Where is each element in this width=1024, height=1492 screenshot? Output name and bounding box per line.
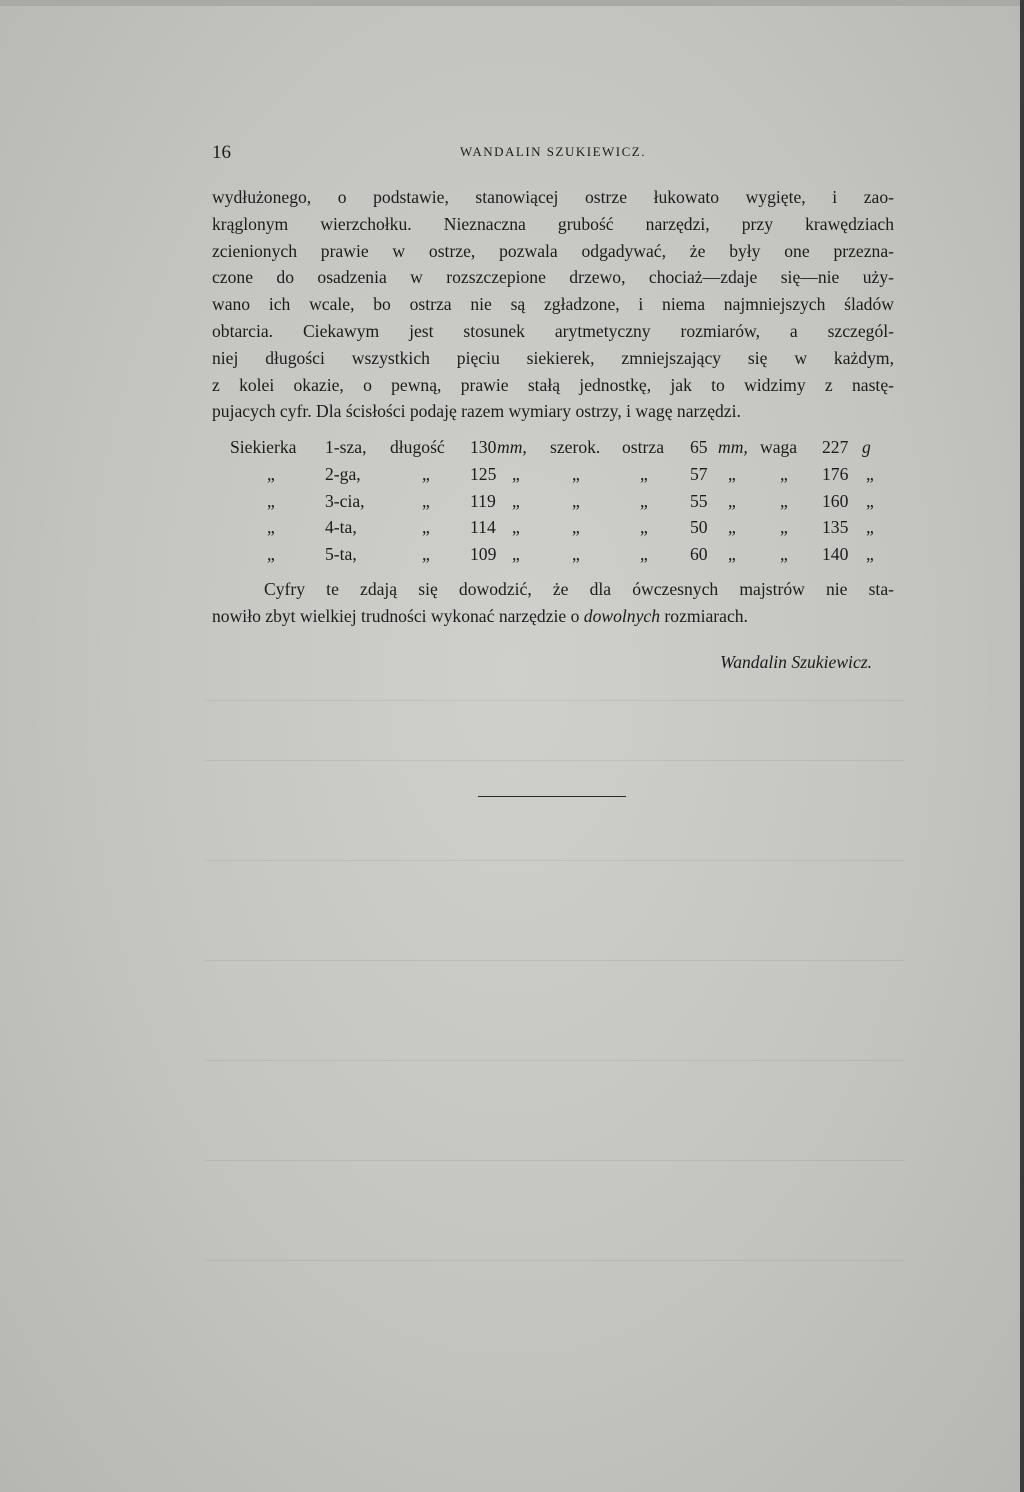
text-run: rozmiarach. [660, 605, 748, 626]
cell-length: 130 [470, 437, 497, 457]
cell-weight: 160 [822, 490, 849, 511]
ditto-mark: „ [422, 463, 430, 484]
bleed-through-line [205, 1160, 905, 1161]
italic-word: dowolnych [583, 605, 661, 626]
ditto-mark: „ [728, 463, 736, 484]
ditto-mark: „ [780, 517, 788, 538]
page-header [212, 142, 894, 164]
cell-weight: 140 [822, 544, 849, 565]
text-line: pujacych cyfr. Dla ścisłości podaję razem wymiary ostrzy, i wagę narzędzi. [212, 401, 741, 422]
text-line: wydłużonego, o podstawie, stanowiącej ostrze łukowato wygięte, i zao- [212, 187, 894, 207]
ditto-mark: „ [640, 544, 648, 565]
measurements-table [212, 434, 894, 568]
section-rule [478, 796, 626, 797]
table-row [212, 461, 894, 488]
text-line: z kolei okazie, o pewną, prawie stałą jednostkę, jak to widzimy z nastę- [212, 374, 894, 395]
text-line: wano ich wcale, bo ostrza nie są zgładzone, i niema najmniejszych śladów [212, 294, 894, 315]
text-line: obtarcia. Ciekawym jest stosunek arytmetyczny rozmiarów, a szczegól- [212, 320, 894, 341]
ditto-mark: „ [267, 517, 275, 538]
cell-ordinal: 2-ga, [325, 463, 361, 484]
table-row [212, 514, 894, 541]
cell-szerok: szerok. [550, 437, 601, 457]
table-row [212, 434, 894, 461]
text-run: nowiło zbyt wielkiej trudności wykonać narzędzie o [212, 605, 584, 626]
text-line: Cyfry te zdają się dowodzić, że dla ówczesnych majstrów nie sta- [264, 579, 894, 599]
ditto-mark: „ [780, 463, 788, 484]
cell-width: 50 [690, 517, 708, 538]
ditto-mark: „ [640, 463, 648, 484]
cell-label: Siekierka [230, 437, 297, 457]
cell-weight: 227 [822, 437, 849, 457]
cell-weight: 176 [822, 463, 849, 484]
cell-length: 119 [470, 490, 496, 511]
ditto-mark: „ [866, 463, 874, 484]
ditto-mark: „ [728, 544, 736, 565]
cell-ordinal: 5-ta, [325, 544, 357, 565]
text-line [212, 603, 894, 630]
ditto-mark: „ [267, 490, 275, 511]
cell-width: 57 [690, 463, 708, 484]
ditto-mark: „ [422, 517, 430, 538]
cell-weight: 135 [822, 517, 849, 538]
running-head: WANDALIN SZUKIEWICZ. [460, 144, 646, 159]
page-top-shadow [0, 0, 1024, 6]
page-number: 16 [212, 142, 231, 163]
paragraph-1 [212, 184, 894, 425]
ditto-mark: „ [866, 544, 874, 565]
text-line: niej długości wszystkich pięciu siekierek, zmniejszający się w każdym, [212, 347, 894, 368]
cell-ostrza: ostrza [622, 437, 665, 457]
ditto-mark: „ [422, 490, 430, 511]
ditto-mark: „ [422, 544, 430, 565]
page-right-edge [1020, 0, 1024, 1492]
text-line: krąglonym wierzchołku. Nieznaczna grubość narzędzi, przy krawędziach [212, 213, 894, 234]
ditto-mark: „ [640, 517, 648, 538]
bleed-through-line [205, 960, 905, 961]
cell-ordinal: 1-sza, [325, 437, 367, 457]
ditto-mark: „ [572, 490, 580, 511]
bleed-through-line [205, 760, 905, 761]
ditto-mark: „ [572, 544, 580, 565]
text-line: zcienionych prawie w ostrze, pozwala odgadywać, że były one przezna- [212, 240, 894, 261]
cell-ordinal: 4-ta, [325, 517, 357, 538]
ditto-mark: „ [572, 517, 580, 538]
bleed-through-line [205, 700, 905, 701]
cell-length: 125 [470, 463, 497, 484]
cell-unit: mm, [718, 437, 748, 457]
cell-width: 60 [690, 544, 708, 565]
table-row [212, 541, 894, 568]
ditto-mark: „ [866, 490, 874, 511]
author-signature: Wandalin Szukiewicz. [720, 652, 872, 672]
ditto-mark: „ [512, 463, 520, 484]
cell-width: 55 [690, 490, 708, 511]
ditto-mark: „ [267, 544, 275, 565]
cell-waga: waga [760, 437, 798, 457]
cell-width: 65 [690, 437, 708, 457]
ditto-mark: „ [780, 490, 788, 511]
ditto-mark: „ [780, 544, 788, 565]
ditto-mark: „ [512, 544, 520, 565]
cell-ordinal: 3-cia, [325, 490, 365, 511]
cell-length: 109 [470, 544, 497, 565]
ditto-mark: „ [512, 517, 520, 538]
cell-dlugosc: długość [390, 437, 445, 457]
ditto-mark: „ [267, 463, 275, 484]
cell-unit: g [862, 437, 871, 457]
table-row [212, 488, 894, 515]
ditto-mark: „ [572, 463, 580, 484]
ditto-mark: „ [512, 490, 520, 511]
bleed-through-line [205, 1260, 905, 1261]
paragraph-2 [212, 576, 894, 630]
cell-length: 114 [470, 517, 496, 538]
bleed-through-line [205, 1060, 905, 1061]
ditto-mark: „ [866, 517, 874, 538]
ditto-mark: „ [728, 490, 736, 511]
text-line: czone do osadzenia w rozszczepione drzewo, chociaż—zdaje się—nie uży- [212, 267, 894, 288]
ditto-mark: „ [728, 517, 736, 538]
bleed-through-line [205, 860, 905, 861]
ditto-mark: „ [640, 490, 648, 511]
cell-unit: mm, [497, 437, 527, 457]
